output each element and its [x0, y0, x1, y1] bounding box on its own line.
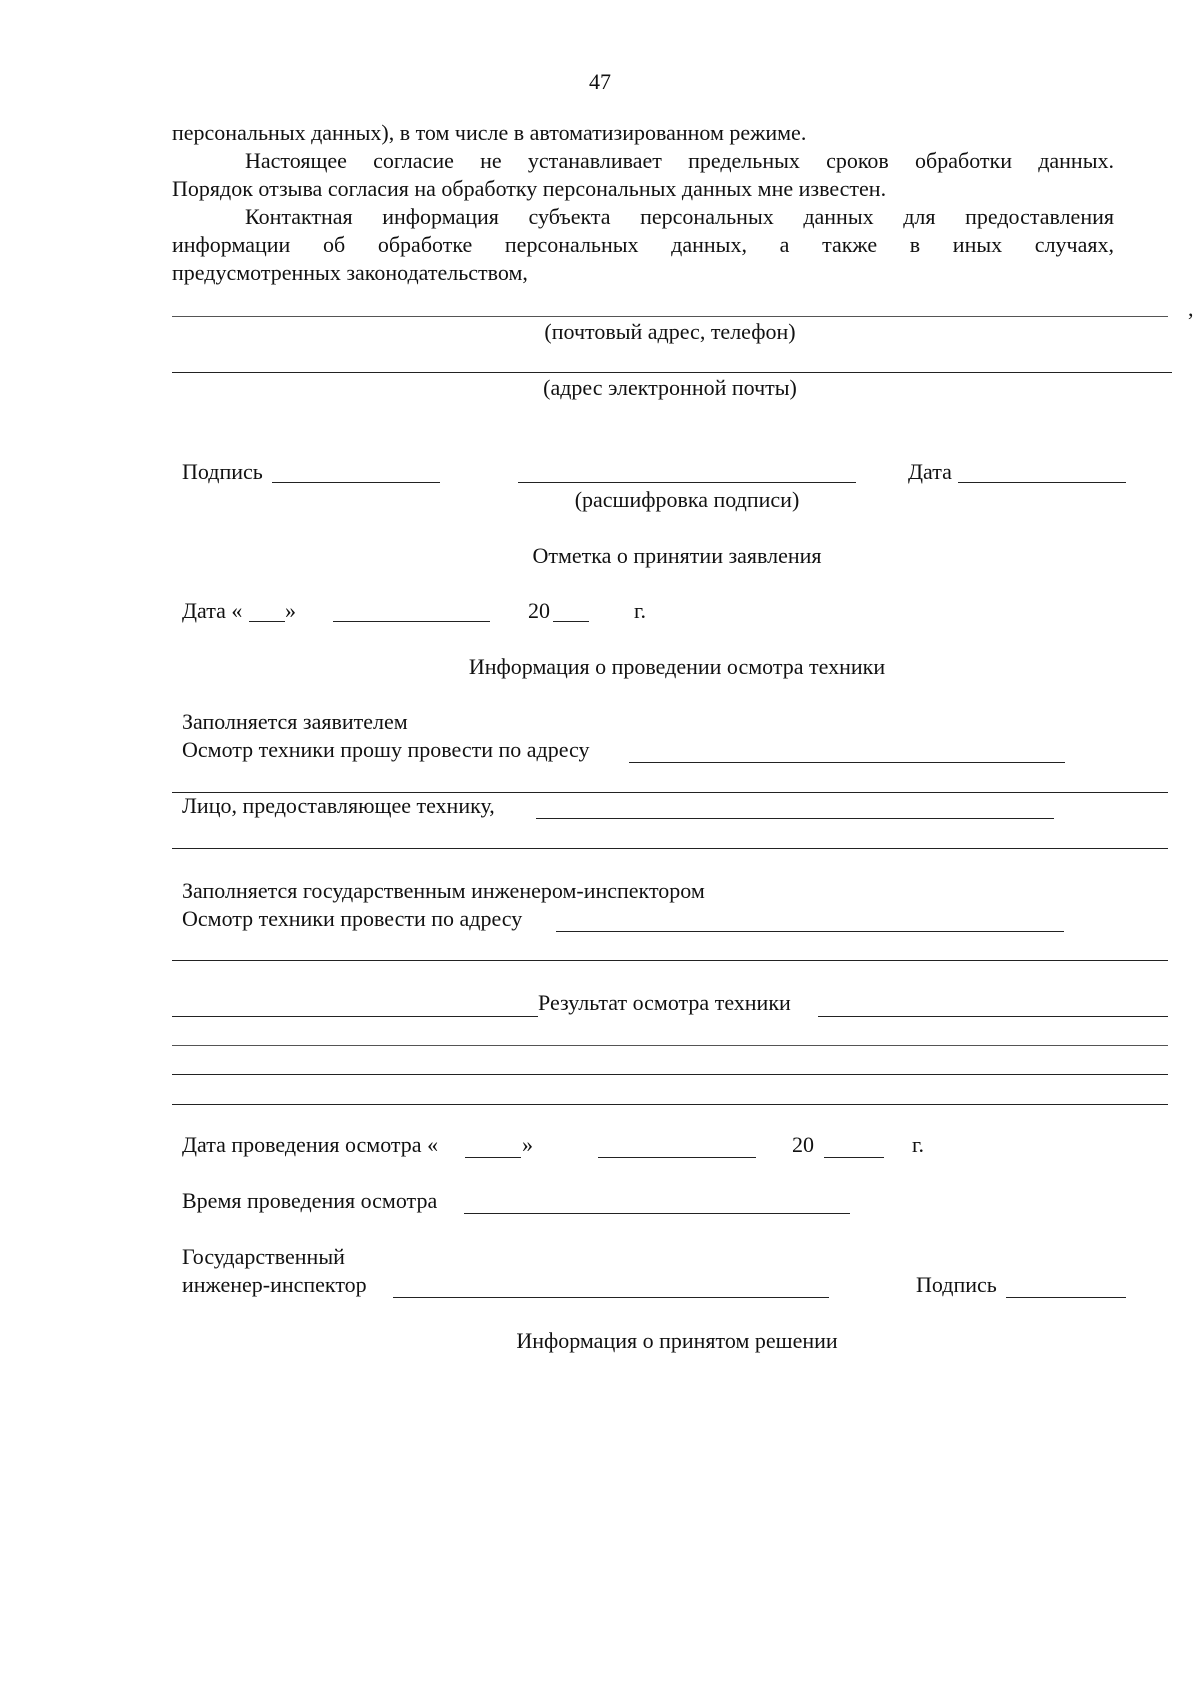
inspection-date-label: Дата проведения осмотра «	[182, 1132, 439, 1157]
person-providing-continuation-line	[172, 848, 1168, 849]
inspection-date-close: »	[522, 1132, 533, 1157]
applicant-address-field-line	[629, 762, 1065, 763]
inspection-year-suffix: г.	[912, 1132, 925, 1157]
page-number: 47	[589, 69, 611, 94]
inspection-century: 20	[792, 1132, 814, 1157]
applicant-fill-label: Заполняется заявителем	[182, 709, 408, 734]
result-line-left	[172, 1016, 538, 1017]
acceptance-day-field-line	[249, 621, 285, 622]
result-line-right	[818, 1016, 1168, 1017]
inspector-title-line2: инженер-инспектор	[182, 1272, 367, 1297]
inspection-info-heading: Информация о проведении осмотра техники	[468, 654, 886, 679]
result-field-line	[172, 1045, 1168, 1046]
consent-text-line: Порядок отзыва согласия на обработку персональных данных мне известен.	[172, 176, 887, 201]
acceptance-year-suffix: г.	[634, 598, 647, 623]
acceptance-month-field-line	[333, 621, 490, 622]
acceptance-date-close: »	[285, 598, 296, 623]
signature-label: Подпись	[182, 459, 263, 484]
signature-decode-caption: (расшифровка подписи)	[574, 487, 800, 512]
date-label: Дата	[908, 459, 952, 484]
inspector-signature-label: Подпись	[916, 1272, 997, 1297]
postal-address-field-line	[172, 316, 1168, 317]
inspector-address-label: Осмотр техники провести по адресу	[182, 906, 523, 931]
result-heading: Результат осмотра техники	[538, 990, 791, 1015]
person-providing-label: Лицо, предоставляющее технику,	[182, 793, 495, 818]
acceptance-year-field-line	[553, 621, 589, 622]
inspection-month-field-line	[598, 1157, 756, 1158]
consent-text-line: Настоящее согласие не устанавливает предельных сроков обработки данных.	[245, 148, 1114, 173]
result-field-line	[172, 1104, 1168, 1105]
inspection-year-field-line	[824, 1157, 884, 1158]
inspector-fill-label: Заполняется государственным инженером-инспектором	[182, 878, 705, 903]
date-field-line	[958, 482, 1126, 483]
inspector-address-continuation-line	[172, 960, 1168, 961]
email-field-line	[172, 372, 1172, 373]
signature-field-line	[272, 482, 440, 483]
consent-text-line: персональных данных), в том числе в автоматизированном режиме.	[172, 120, 807, 145]
inspector-name-field-line	[393, 1297, 829, 1298]
acceptance-heading: Отметка о принятии заявления	[532, 543, 822, 568]
applicant-address-label: Осмотр техники прошу провести по адресу	[182, 737, 590, 762]
inspection-day-field-line	[465, 1157, 521, 1158]
inspector-signature-field-line	[1006, 1297, 1126, 1298]
inspection-time-field-line	[464, 1213, 850, 1214]
consent-text-line: Контактная информация субъекта персональных данных для предоставления	[245, 204, 1114, 229]
signature-decode-field-line	[518, 482, 856, 483]
acceptance-century: 20	[528, 598, 550, 623]
result-field-line	[172, 1074, 1168, 1075]
consent-text-line: предусмотренных законодательством,	[172, 260, 528, 285]
inspection-time-label: Время проведения осмотра	[182, 1188, 438, 1213]
inspector-address-field-line	[556, 931, 1064, 932]
decision-heading: Информация о принятом решении	[516, 1328, 838, 1353]
email-caption: (адрес электронной почты)	[543, 375, 797, 400]
inspector-title-line1: Государственный	[182, 1244, 345, 1269]
person-providing-field-line	[536, 818, 1054, 819]
trailing-comma: ,	[1188, 296, 1194, 321]
postal-address-caption: (почтовый адрес, телефон)	[544, 319, 796, 344]
acceptance-date-label: Дата «	[182, 598, 243, 623]
consent-text-line: информации об обработке персональных данных, а также в иных случаях,	[172, 232, 1114, 257]
